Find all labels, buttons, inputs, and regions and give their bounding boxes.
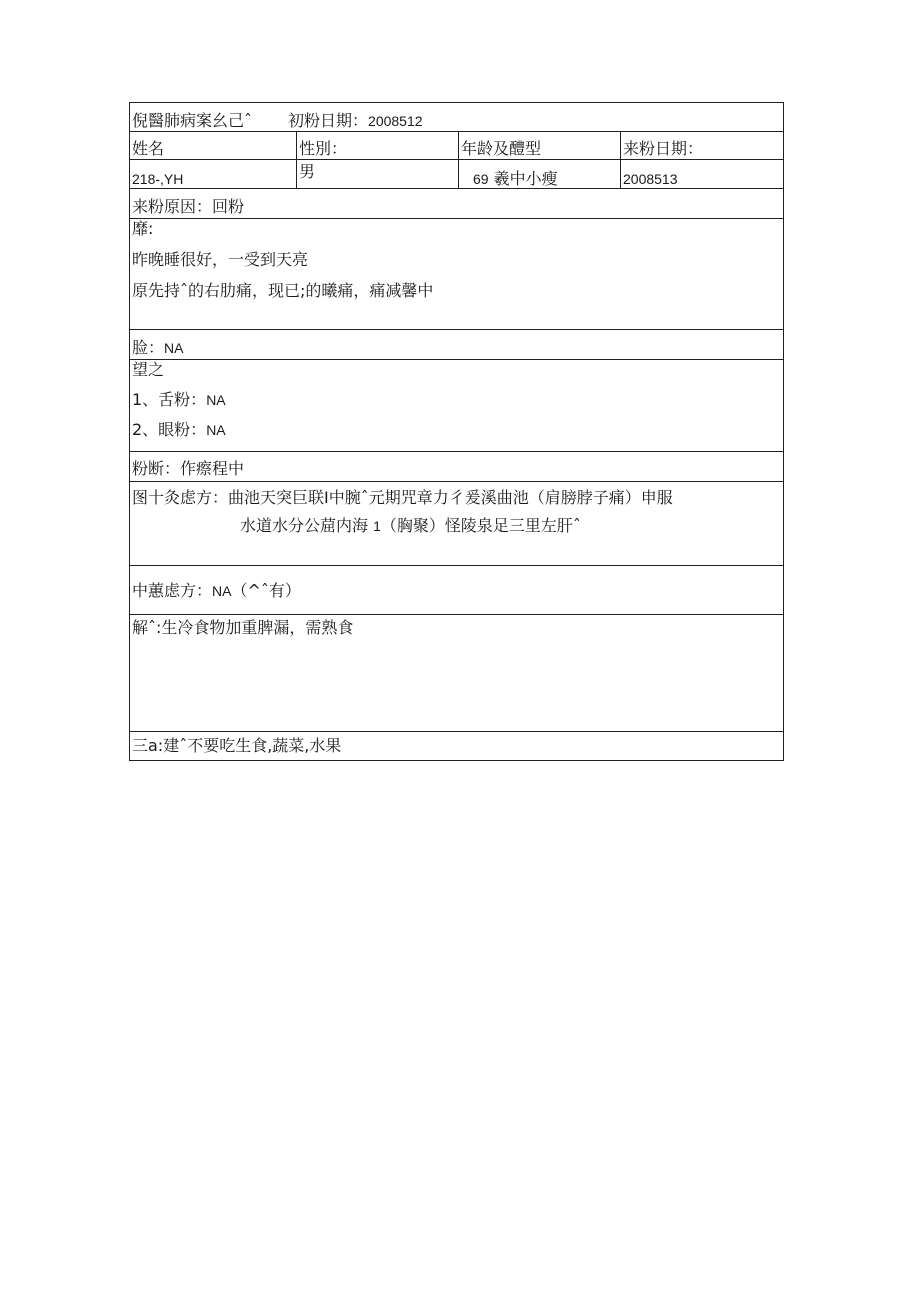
diagnosis: 粉断：作瘵程中 [130,451,784,481]
record-title-cell [130,103,784,132]
face-label: 脸： [132,337,165,357]
face-row [130,330,784,360]
herbal-cell [130,565,784,614]
inspection-item [132,390,781,409]
herbal-row [130,565,784,614]
visit-date: 2008513 [623,170,678,187]
case-record-table [129,102,784,761]
notes: 解ˆ:生冷食物加重脾漏，需熟食 [130,614,784,731]
inspection-row [130,360,784,452]
eye-value: NA [206,422,226,439]
header-visit-date: 来粉日期： [621,132,784,160]
inspection-item [132,420,781,439]
herbal-suffix: （^ˆ有） [231,580,301,600]
diagnosis-row [130,451,784,481]
herbal-label: 中蕙虑方： [132,580,213,600]
acupuncture-cell [130,481,784,565]
tongue-label: 1、舌粉： [132,390,207,410]
acupuncture-points: 水道水分公䓛内海 [240,515,369,535]
reason-row [130,189,784,219]
advice: 三a:建ˆ不要吃生食,蔬菜,水果 [130,731,784,760]
chief-complaint-line: 原先持ˆ的右肋痛，现已;的曦痛，痛减馨中 [132,281,434,301]
header-name: 姓名 [130,132,297,160]
acupuncture-number: 1 [373,517,381,534]
header-gender: 性別： [297,132,459,160]
value-visit-date-cell [621,160,784,189]
record-title-row [130,103,784,132]
age-number: 69 [473,170,489,187]
chief-complaint-cell [130,219,784,330]
value-age-cell [459,160,621,189]
visit-reason: 来粉原因：回粉 [130,189,784,219]
acupuncture-row [130,481,784,565]
first-visit-label: 初粉日期： [288,110,369,130]
acupuncture-line-1: 图十灸虑方：曲池天突巨联I中腕ˆ元期咒章力彳爰溪曲池（肩膀脖子痛）申服 [132,487,673,507]
advice-row [130,731,784,760]
inspection-cell [130,360,784,452]
record-title: 倪醫肺病案幺己ˆ [132,110,253,130]
inspection-label: 望之 [132,360,165,379]
header-row [130,132,784,160]
value-gender: 男 [297,160,459,189]
header-age-body: 年龄及醴型 [459,132,621,160]
acupuncture-line-2 [132,516,781,535]
tongue-value: NA [206,392,226,409]
face-cell [130,330,784,360]
eye-label: 2、眼粉： [132,420,207,440]
values-row [130,160,784,189]
herbal-value: NA [212,582,232,599]
acupuncture-points-cont: （胸聚）怪陵泉足三里左肝ˆ [380,515,581,535]
chief-complaint-label: 靡: [132,219,154,238]
chief-complaint-line: 昨晚睡很好，一受到天亮 [132,250,309,270]
age-body-type: 羲中小瘦 [493,168,558,188]
patient-name: 218-,YH [132,170,184,187]
notes-row [130,614,784,731]
chief-complaint-row [130,219,784,330]
face-value: NA [164,339,184,356]
value-name-cell [130,160,297,189]
first-visit-date: 2008512 [368,112,423,129]
